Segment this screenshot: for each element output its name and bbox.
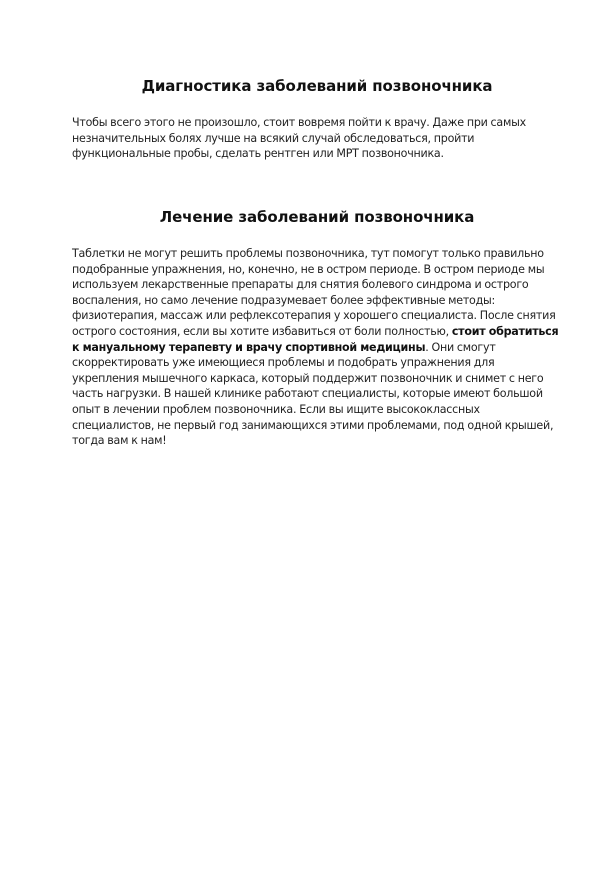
treatment-heading: Лечение заболеваний позвоночника <box>159 208 475 226</box>
diagnostics-paragraph: Чтобы всего этого не произошло, стоит вовремя пойти к врачу. Даже при самых незначительных болях лучше на всякий случай обследоваться, пройти функциональные пробы, сделать рентген или МРТ позвоночника. <box>72 116 526 161</box>
diagnostics-heading: Диагностика заболеваний позвоночника <box>141 77 493 95</box>
treatment-text-bold: стоит обратиться к мануальному терапевту и врачу спортивной медицины <box>72 324 559 354</box>
treatment-section <box>72 207 562 449</box>
treatment-text-start: Таблетки не могут решить проблемы позвоночника, тут помогут только правильно подобранные упражнения, но, конечно, не в остром периоде. В остром периоде мы используем лекарственные препараты для снятия болевого синдрома и острого воспаления, но само лечение подразумевает более эффективные методы: физиотерапия, массаж или рефлексотерапия у хорошего специалиста. После снятия острого состояния, если вы хотите избавиться от боли полностью, <box>72 247 556 338</box>
treatment-text-end: . Они смогут скорректировать уже имеющиеся проблемы и подобрать упражнения для укрепления мышечного каркаса, который поддержит позвоночник и снимет с него часть нагрузки. В нашей клинике работают специалисты, которые имеют большой опыт в лечении проблем позвоночника. Если вы ищите высококлассных специалистов, не первый год занимающихся этими проблемами, под одной крышей, тогда вам к нам! <box>72 340 554 448</box>
treatment-paragraph <box>72 246 562 449</box>
diagnostics-section <box>72 76 562 162</box>
